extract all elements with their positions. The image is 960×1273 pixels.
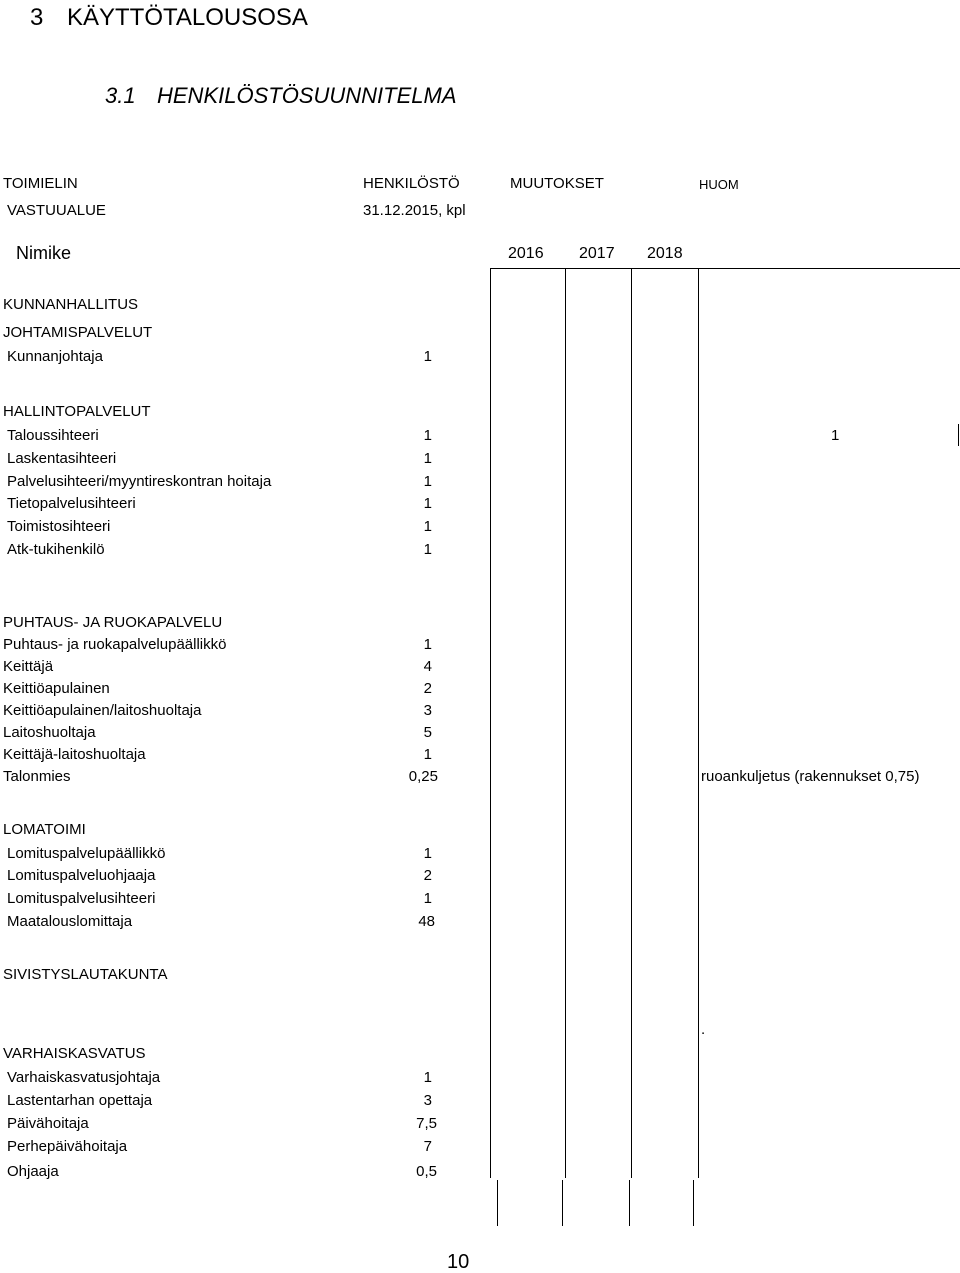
row-count: 3 <box>423 702 432 719</box>
row-name: Keittiöapulainen <box>3 680 110 697</box>
table-head-2016: 2016 <box>508 245 544 262</box>
row-name: Kunnanjohtaja <box>7 348 103 365</box>
header-huom: HUOM <box>699 177 739 192</box>
header-henkilosto: HENKILÖSTÖ <box>363 175 460 192</box>
row-name: Toimistosihteeri <box>7 518 111 535</box>
row-count: 1 <box>423 1069 432 1086</box>
row-name: Lastentarhan opettaja <box>7 1092 153 1109</box>
row-name: Keittäjä-laitoshuoltaja <box>3 746 146 763</box>
section-lomatoimi: LOMATOIMI <box>3 821 86 838</box>
section-puhtaus-ruokapalvelu: PUHTAUS- JA RUOKAPALVELU <box>3 614 223 631</box>
section-number: 3.1 <box>105 83 136 108</box>
section-hallintopalvelut: HALLINTOPALVELUT <box>3 403 151 420</box>
section-sivistyslautakunta: SIVISTYSLAUTAKUNTA <box>3 966 168 983</box>
row-name: Perhepäivähoitaja <box>7 1138 128 1155</box>
section-title: HENKILÖSTÖSUUNNITELMA <box>157 83 457 108</box>
row-count: 7 <box>423 1138 432 1155</box>
col-divider-2 <box>565 268 566 1178</box>
row-count: 5 <box>423 724 432 741</box>
col-divider-6 <box>562 1180 563 1226</box>
col-divider-3 <box>631 268 632 1178</box>
edge-tick <box>958 424 959 446</box>
chapter-title: KÄYTTÖTALOUSOSA <box>67 4 308 31</box>
table-top-rule <box>490 268 960 269</box>
row-name: Laitoshuoltaja <box>3 724 96 741</box>
row-count: 1 <box>423 450 432 467</box>
row-count: 4 <box>423 658 432 675</box>
row-count: 1 <box>423 473 432 490</box>
row-name: Atk-tukihenkilö <box>7 541 105 558</box>
table-head-2017: 2017 <box>579 245 615 262</box>
table-head-2018: 2018 <box>647 245 683 262</box>
row-count: 1 <box>423 541 432 558</box>
row-count: 48 <box>418 913 435 930</box>
row-name: Keittäjä <box>3 658 54 675</box>
row-count: 1 <box>423 845 432 862</box>
row-name: Maatalouslomittaja <box>7 913 133 930</box>
section-varhaiskasvatus: VARHAISKASVATUS <box>3 1045 146 1062</box>
row-count: 2 <box>423 680 432 697</box>
row-name: Talonmies <box>3 768 71 785</box>
header-vastuualue: VASTUUALUE <box>7 202 106 219</box>
row-name: Laskentasihteeri <box>7 450 117 467</box>
row-name: Puhtaus- ja ruokapalvelupäällikkö <box>3 636 227 653</box>
row-count: 7,5 <box>416 1115 437 1132</box>
row-count: 1 <box>423 636 432 653</box>
row-count: 3 <box>423 1092 432 1109</box>
col-divider-7 <box>629 1180 630 1226</box>
row-name: Taloussihteeri <box>7 427 99 444</box>
row-name: Palvelusihteeri/myyntireskontran hoitaja <box>7 473 272 490</box>
col-divider-1 <box>490 268 491 1178</box>
row-count: 1 <box>423 427 432 444</box>
row-name: Ohjaaja <box>7 1163 59 1180</box>
row-name: Päivähoitaja <box>7 1115 89 1132</box>
row-count-2018: 1 <box>831 427 840 444</box>
row-count: 0,5 <box>416 1163 437 1180</box>
row-count: 1 <box>423 746 432 763</box>
row-name: Keittiöapulainen/laitoshuoltaja <box>3 702 202 719</box>
col-divider-8 <box>693 1180 694 1226</box>
row-count: 1 <box>423 518 432 535</box>
row-name: Varhaiskasvatusjohtaja <box>7 1069 161 1086</box>
table-head-nimike: Nimike <box>16 243 72 263</box>
section-johtamispalvelut: JOHTAMISPALVELUT <box>3 324 153 341</box>
header-muutokset: MUUTOKSET <box>510 175 604 192</box>
row-count: 2 <box>423 867 432 884</box>
row-count: 1 <box>423 495 432 512</box>
stray-dot: . <box>701 1021 706 1038</box>
chapter-number: 3 <box>30 4 44 31</box>
section-kunnanhallitus: KUNNANHALLITUS <box>3 296 139 313</box>
col-divider-5 <box>497 1180 498 1226</box>
header-toimielin: TOIMIELIN <box>3 175 78 192</box>
row-count: 1 <box>423 890 432 907</box>
row-note: ruoankuljetus (rakennukset 0,75) <box>701 768 920 785</box>
header-date: 31.12.2015, kpl <box>363 202 466 219</box>
page-number: 10 <box>447 1251 470 1273</box>
row-count: 0,25 <box>408 768 438 785</box>
row-name: Lomituspalvelusihteeri <box>7 890 156 907</box>
col-divider-4 <box>698 268 699 1178</box>
row-name: Lomituspalveluohjaaja <box>7 867 156 884</box>
row-name: Lomituspalvelupäällikkö <box>7 845 166 862</box>
row-count: 1 <box>423 348 432 365</box>
row-name: Tietopalvelusihteeri <box>7 495 136 512</box>
